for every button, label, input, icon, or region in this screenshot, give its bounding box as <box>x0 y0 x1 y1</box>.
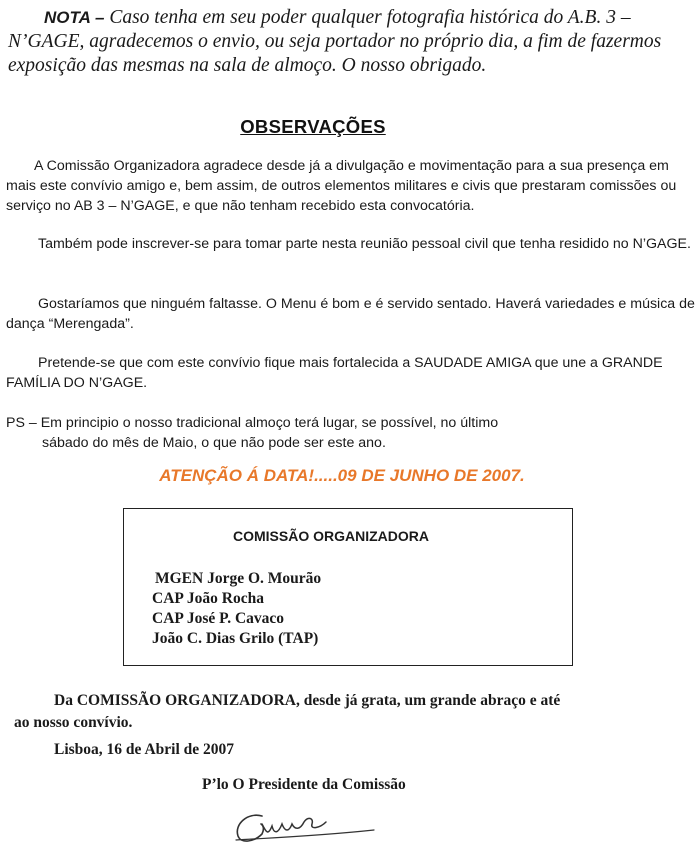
nota-label: NOTA – <box>44 8 105 27</box>
committee-member: CAP José P. Cavaco <box>152 610 285 627</box>
paragraph-1 <box>6 156 696 216</box>
section-heading: OBSERVAÇÕES <box>240 116 386 137</box>
signatory-line: P’lo O Presidente da Comissão <box>202 776 406 793</box>
ps-line-1: PS – Em principio o nosso tradicional almoço terá lugar, se possível, no último <box>6 415 499 431</box>
paragraph-4 <box>6 353 696 393</box>
committee-member: MGEN Jorge O. Mourão <box>155 570 322 587</box>
closing-message <box>14 690 694 734</box>
closing-line-1: Da COMISSÃO ORGANIZADORA, desde já grata, um grande abraço e até <box>54 692 561 709</box>
signature-image <box>228 800 378 850</box>
committee-title: COMISSÃO ORGANIZADORA <box>233 528 429 544</box>
ps-paragraph <box>6 413 696 453</box>
committee-members <box>152 569 321 649</box>
committee-member: CAP João Rocha <box>152 590 264 607</box>
attention-date: ATENÇÃO Á DATA!.....09 DE JUNHO DE 2007. <box>159 466 525 485</box>
committee-member: João C. Dias Grilo (TAP) <box>152 630 319 647</box>
closing-line-2: ao nosso convívio. <box>14 714 133 731</box>
place-date: Lisboa, 16 de Abril de 2007 <box>54 741 234 758</box>
nota-text: Caso tenha em seu poder qualquer fotografia histórica do A.B. 3 – N’GAGE, agradecemos o envio, ou seja portador no próprio dia, a fim de fazermos exposição das mesmas na sala de almoço. O nosso obrigado. <box>8 7 662 76</box>
paragraph-1-text: A Comissão Organizadora agradece desde já a divulgação e movimentação para a sua presença em mais este convívio amigo e, bem assim, de outros elementos militares e civis que prestaram comissões ou serviço no AB 3 – N’GAGE, e que não tenham recebido esta convocatória. <box>6 158 677 214</box>
paragraph-2 <box>6 234 696 254</box>
paragraph-2-text: Também pode inscrever-se para tomar parte nesta reunião pessoal civil que tenha residido no N’GAGE. <box>38 236 691 252</box>
nota-paragraph <box>8 6 694 78</box>
paragraph-3-text: Gostaríamos que ninguém faltasse. O Menu é bom e é servido sentado. Haverá variedades e música de dança “Merengada”. <box>6 296 695 332</box>
paragraph-4-text: Pretende-se que com este convívio fique mais fortalecida a SAUDADE AMIGA que une a GRANDE FAMÍLIA DO N’GAGE. <box>6 355 663 391</box>
paragraph-3 <box>6 294 696 334</box>
ps-line-2: sábado do mês de Maio, o que não pode ser este ano. <box>42 435 386 451</box>
